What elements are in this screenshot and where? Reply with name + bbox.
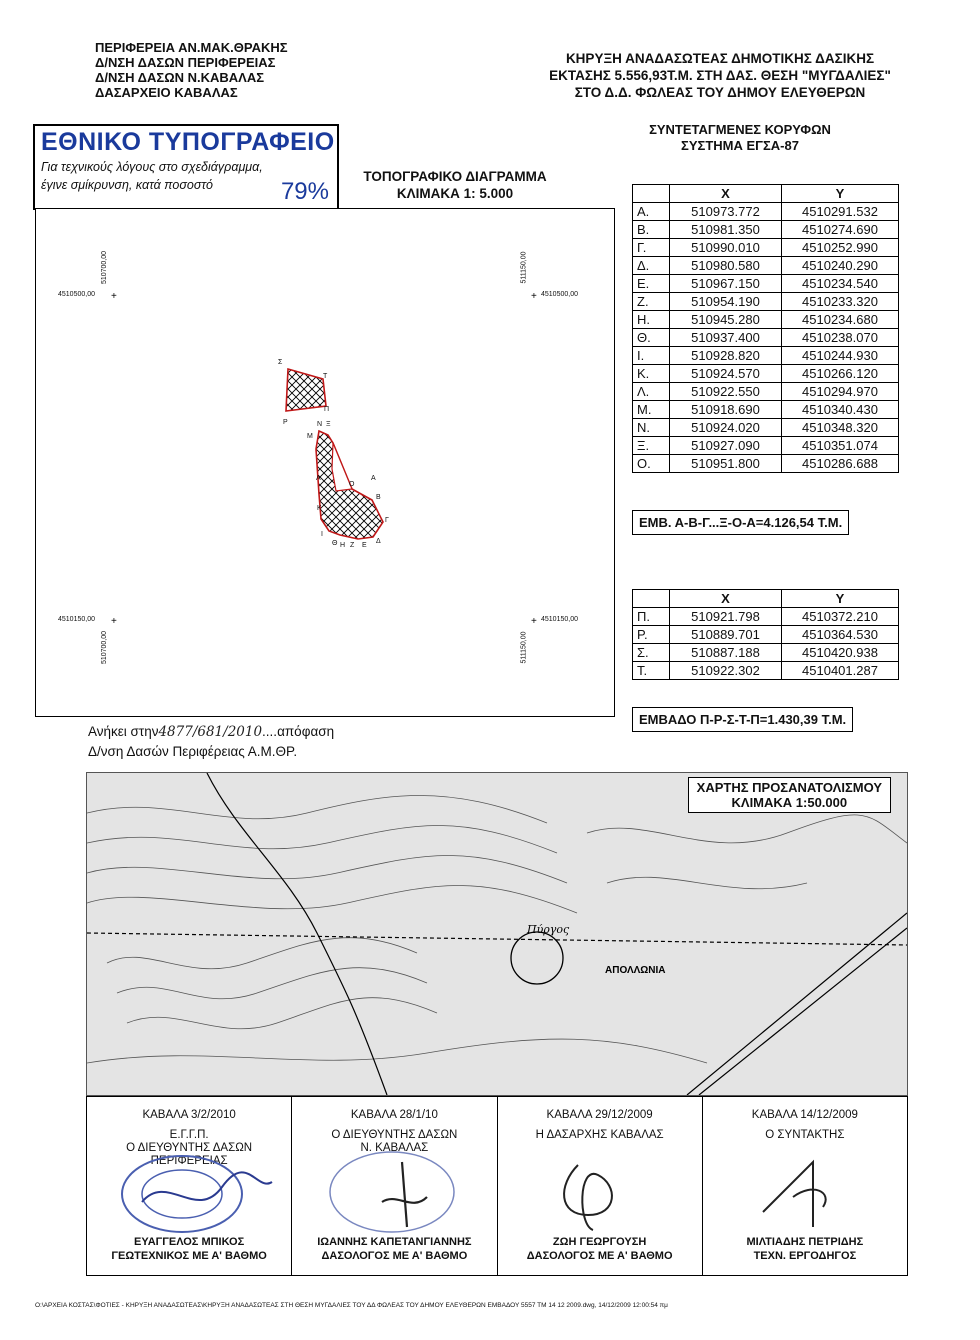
signature-role: Ο ΣΥΝΤΑΚΤΗΣ: [765, 1129, 845, 1141]
stamp-percent: 79%: [280, 178, 329, 205]
topographic-title: [345, 168, 565, 202]
orientation-map[interactable]: [86, 772, 908, 1096]
decision-number: 4877/681/2010: [158, 724, 263, 740]
table-row: Ε. 510967.150 4510234.540: [633, 275, 899, 293]
table-row: Δ. 510980.580 4510240.290: [633, 257, 899, 275]
handwritten-signature: [538, 1155, 658, 1235]
vertex-label: Ξ: [326, 421, 331, 428]
coords-line: ΣΥΝΤΕΤΑΓΜΕΝΕΣ ΚΟΡΥΦΩΝ: [649, 122, 831, 137]
signatory-name: ΖΩΗ ΓΕΩΡΓΟΥΣΗ ΔΑΣΟΛΟΓΟΣ ΜΕ Α' ΒΑΘΜΟ: [526, 1236, 673, 1262]
vertex-coordinates-table: [632, 184, 899, 473]
orientation-map-title: [688, 777, 891, 813]
signature-cell: [87, 1097, 292, 1275]
vertex-label: Ζ: [350, 542, 355, 549]
map-place-label: Πύργος: [527, 923, 570, 936]
vertex-label: Ε: [362, 542, 367, 549]
table-row: Ξ. 510927.090 4510351.074: [633, 437, 899, 455]
table-row: Β. 510981.350 4510274.690: [633, 221, 899, 239]
topographic-diagram[interactable]: [35, 208, 615, 717]
signature-date: ΚΑΒΑΛΑ 14/12/2009: [751, 1109, 858, 1121]
header-line: ΔΑΣΑΡΧΕΙΟ ΚΑΒΑΛΑΣ: [95, 85, 238, 100]
cross-mark: +: [111, 291, 117, 302]
signature-cell: [292, 1097, 497, 1275]
vertex-coordinates-table-2: [632, 589, 899, 680]
title-line: ΣΤΟ Δ.Δ. ΦΩΛΕΑΣ ΤΟΥ ΔΗΜΟΥ ΕΛΕΥΘΕΡΩΝ: [574, 85, 866, 100]
signature-date: ΚΑΒΑΛΑ 3/2/2010: [142, 1109, 236, 1121]
orient-title-line: ΧΑΡΤΗΣ ΠΡΟΣΑΝΑΤΟΛΙΣΜΟΥ: [696, 780, 882, 795]
parcel-prst: [286, 369, 326, 411]
vertex-label: Π: [324, 406, 330, 413]
signature-role: Ο ΔΙΕΥΘΥΝΤΗΣ ΔΑΣΩΝ Ν. ΚΑΒΑΛΑΣ: [331, 1129, 458, 1154]
decision-prefix: Ανήκει στην: [88, 724, 159, 739]
decision-note: Ανήκει στην4877/681/2010....απόφαση Δ/νση Δασών Περιφέρειας Α.Μ.ΘΡ.: [88, 724, 335, 759]
authority-header: [95, 40, 288, 100]
grid-label: 510700,00: [101, 630, 109, 665]
signature-cell: [498, 1097, 703, 1275]
coordinates-title: [590, 122, 890, 154]
cross-mark: +: [531, 291, 537, 302]
table-row: Ο. 510951.800 4510286.688: [633, 455, 899, 473]
header-line: Δ/ΝΣΗ ΔΑΣΩΝ Ν.ΚΑΒΑΛΑΣ: [95, 70, 265, 85]
vertex-label: Η: [340, 542, 346, 549]
vertex-label: Θ: [332, 540, 338, 547]
official-seal: [312, 1147, 482, 1237]
vertex-label: Κ: [317, 505, 322, 512]
cross-mark: +: [111, 616, 117, 627]
vertex-label: Α: [371, 475, 376, 482]
grid-label: 4510500,00: [58, 291, 95, 298]
map-place-label: ΑΠΟΛΛΩΝΙΑ: [605, 965, 666, 976]
signatory-name: ΙΩΑΝΝΗΣ ΚΑΠΕΤΑΝΓΙΑΝΝΗΣ ΔΑΣΟΛΟΓΟΣ ΜΕ Α' ΒΑΘΜΟ: [317, 1236, 472, 1262]
orient-title-line: ΚΛΙΜΑΚΑ 1:50.000: [731, 795, 848, 810]
table-row: Σ. 510887.188 4510420.938: [633, 644, 899, 662]
vertex-label: Ι: [321, 531, 323, 538]
table-row: Ζ. 510954.190 4510233.320: [633, 293, 899, 311]
table-row: Α. 510973.772 4510291.532: [633, 203, 899, 221]
title-line: ΕΚΤΑΣΗΣ 5.556,93Τ.Μ. ΣΤΗ ΔΑΣ. ΘΕΣΗ "ΜΥΓΔΑΛΙΕΣ": [549, 68, 891, 83]
table-row: Γ. 510990.010 4510252.990: [633, 239, 899, 257]
decision-suffix: απόφαση: [277, 724, 335, 739]
vertex-label: Γ: [385, 517, 389, 524]
table-row: Ι. 510928.820 4510244.930: [633, 347, 899, 365]
grid-label: 4510150,00: [58, 616, 95, 623]
signature-role: Η ΔΑΣΑΡΧΗΣ ΚΑΒΑΛΑΣ: [535, 1129, 664, 1141]
file-path-footer: Ο:\ΑΡΧΕΙΑ ΚΟΣΤΑΣ\ΦΟΤΙΕΣ - ΚΗΡΥΞΗ ΑΝΑΔΑΣΩΤΕΑΣ\ΚΗΡΥΞΗ ΑΝΑΔΑΣΩΤΕΑΣ ΣΤΗ ΘΕΣΗ ΜΥΓΔΑΛΙΕΣ ΤΟΥ ΔΔ ΦΩΛΕΑΣ ΤΟΥ ΔΗΜΟΥ ΕΛΕΥΘΕΡΩΝ ΕΜΒΑΔΟΥ 5557 ΤΜ 14 12 2009.dwg, 14/12/2009 12:00:54 πμ: [35, 1302, 668, 1309]
table-row: Η. 510945.280 4510234.680: [633, 311, 899, 329]
signatory-name: ΜΙΛΤΙΑΔΗΣ ΠΕΤΡΙΔΗΣ ΤΕΧΝ. ΕΡΓΟΔΗΓΟΣ: [746, 1236, 864, 1262]
stamp-line: έγινε σμίκρυνση, κατά ποσοστό: [41, 178, 213, 192]
vertex-label: Β: [376, 494, 381, 501]
table-row: Μ. 510918.690 4510340.430: [633, 401, 899, 419]
area-a-o: ΕΜΒ. Α-Β-Γ...Ξ-Ο-Α=4.126,54 Τ.Μ.: [632, 510, 849, 535]
decision-authority: Δ/νση Δασών Περιφέρειας Α.Μ.ΘΡ.: [88, 744, 298, 759]
table-row: Λ. 510922.550 4510294.970: [633, 383, 899, 401]
header-line: Δ/ΝΣΗ ΔΑΣΩΝ ΠΕΡΙΦΕΡΕΙΑΣ: [95, 55, 276, 70]
grid-label: 511150,00: [520, 631, 528, 664]
signature-date: ΚΑΒΑΛΑ 28/1/10: [350, 1109, 438, 1121]
grid-label: 510700,00: [101, 250, 109, 285]
table-row: Κ. 510924.570 4510266.120: [633, 365, 899, 383]
signatory-name: ΕΥΑΓΓΕΛΟΣ ΜΠΙΚΟΣ ΓΕΩΤΕΧΝΙΚΟΣ ΜΕ Α' ΒΑΘΜΟ: [111, 1236, 267, 1262]
header-line: ΠΕΡΙΦΕΡΕΙΑ ΑΝ.ΜΑΚ.ΘΡΑΚΗΣ: [95, 40, 288, 55]
grid-label: 511150,00: [520, 251, 528, 284]
grid-label: 4510150,00: [541, 616, 578, 623]
vertex-label: Ο: [349, 481, 355, 488]
signature-date: ΚΑΒΑΛΑ 29/12/2009: [546, 1109, 653, 1121]
official-seal: [107, 1152, 277, 1237]
signature-cell: [703, 1097, 907, 1275]
grid-label: 4510500,00: [541, 291, 578, 298]
col-header: Y: [782, 185, 899, 203]
handwritten-signature: [743, 1152, 873, 1237]
vertex-label: Ρ: [283, 419, 288, 426]
stamp-title: ΕΘΝΙΚΟ ΤΥΠΟΓΡΑΦΕΙΟ: [41, 128, 335, 156]
orientation-map-drawing: [87, 773, 907, 1095]
coords-line: ΣΥΣΤΗΜΑ ΕΓΣΑ-87: [681, 138, 799, 153]
table-row: Θ. 510937.400 4510238.070: [633, 329, 899, 347]
table-row: Π. 510921.798 4510372.210: [633, 608, 899, 626]
vertex-label: Τ: [323, 373, 328, 380]
col-header: X: [670, 185, 782, 203]
topo-line: ΚΛΙΜΑΚΑ 1: 5.000: [396, 186, 514, 201]
stamp-line: Για τεχνικούς λόγους στο σχεδιάγραμμα,: [41, 160, 263, 174]
topo-line: ΤΟΠΟΓΡΑΦΙΚΟ ΔΙΑΓΡΑΜΜΑ: [363, 169, 547, 184]
vertex-label: Λ: [316, 475, 321, 482]
signature-role: Ε.Γ.Γ.Π. Ο ΔΙΕΥΘΥΝΤΗΣ ΔΑΣΩΝ ΠΕΡΙΦΕΡΕΙΑΣ: [126, 1129, 253, 1167]
national-printing-stamp: [33, 124, 339, 210]
vertex-label: Ν: [317, 421, 323, 428]
declaration-title: [490, 50, 950, 101]
area-p-t: ΕΜΒΑΔΟ Π-Ρ-Σ-Τ-Π=1.430,39 Τ.Μ.: [632, 707, 853, 732]
table-row: Ν. 510924.020 4510348.320: [633, 419, 899, 437]
table-row: Ρ. 510889.701 4510364.530: [633, 626, 899, 644]
cross-mark: +: [531, 616, 537, 627]
vertex-label: Δ: [376, 538, 381, 545]
vertex-label: Σ: [278, 359, 283, 366]
signature-block: [86, 1096, 908, 1276]
col-header: X: [670, 590, 782, 608]
table-row: Τ. 510922.302 4510401.287: [633, 662, 899, 680]
title-line: ΚΗΡΥΞΗ ΑΝΑΔΑΣΩΤΕΑΣ ΔΗΜΟΤΙΚΗΣ ΔΑΣΙΚΗΣ: [565, 51, 875, 66]
vertex-label: Μ: [307, 433, 313, 440]
col-header: Y: [782, 590, 899, 608]
